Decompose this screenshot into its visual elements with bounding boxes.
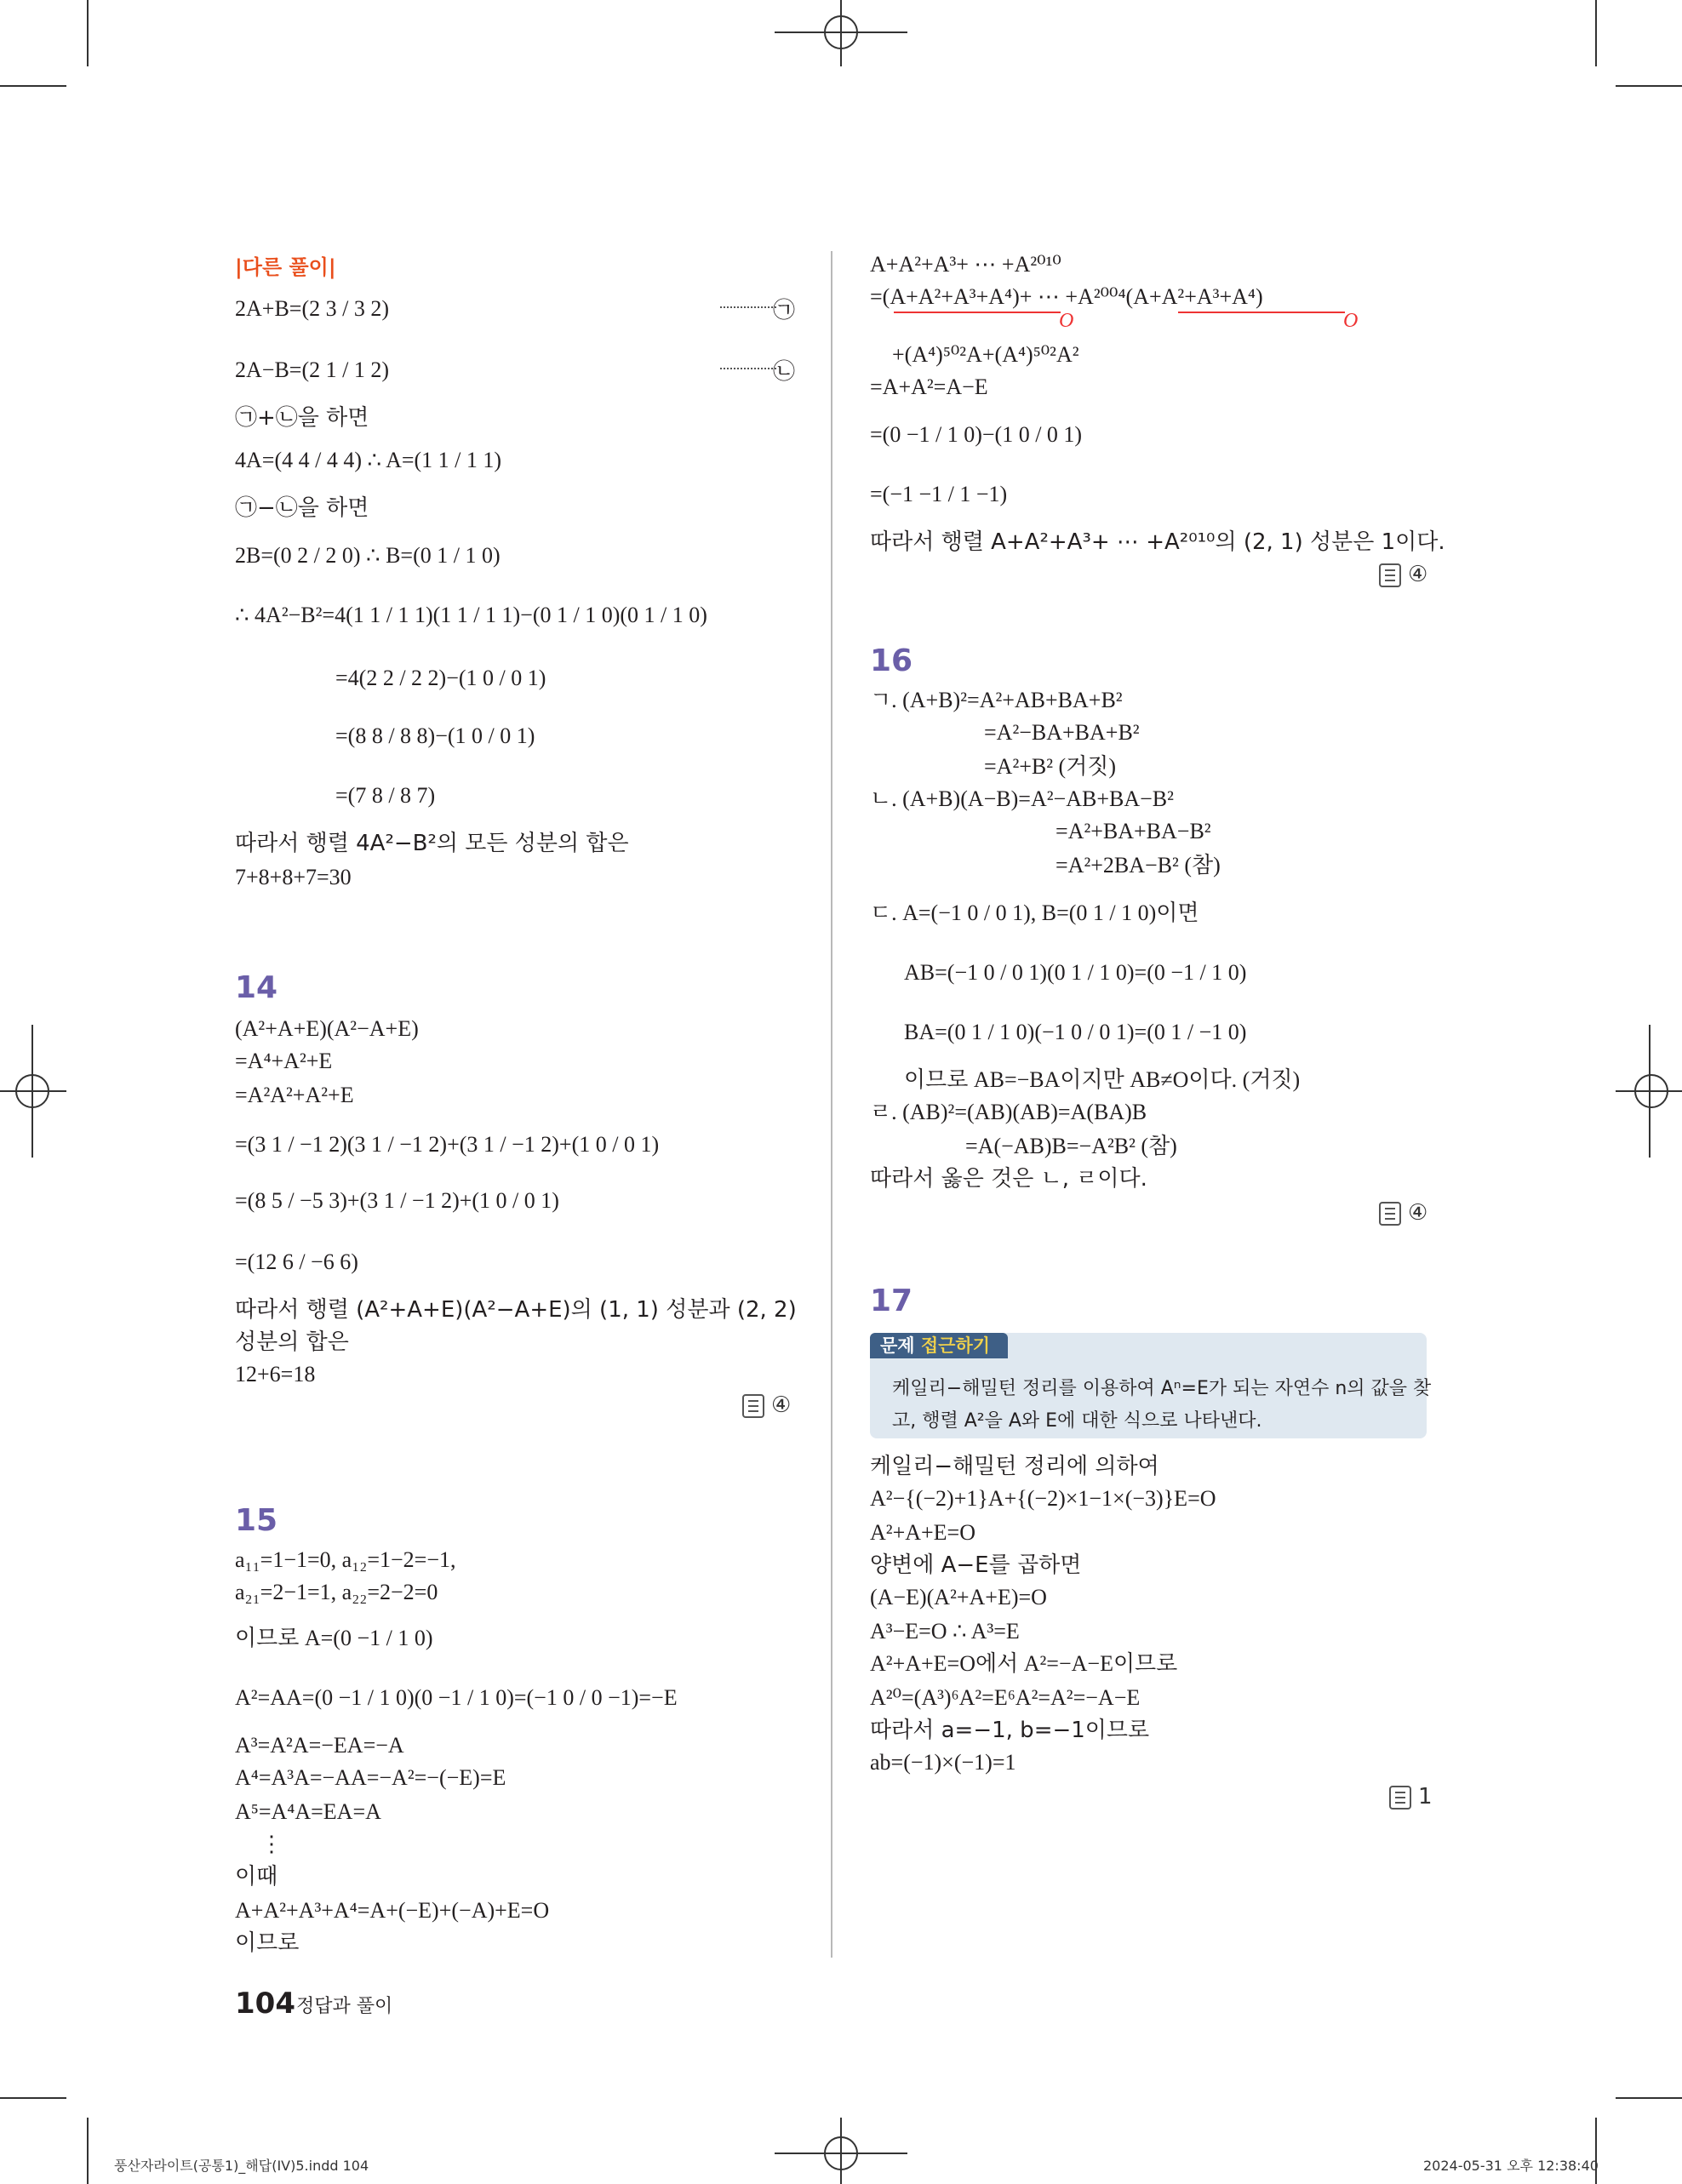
- solution-line: =A²+B² (거짓): [984, 754, 1117, 779]
- alt-line: 2A+B=(2 3 / 3 2): [235, 296, 389, 321]
- solution-line: =(0 −1 / 1 0)−(1 0 / 0 1): [870, 422, 1083, 447]
- answer-icon: [1379, 1202, 1401, 1226]
- grouping-underline: [1178, 312, 1345, 313]
- solution-line: A²⁰=(A³)⁶A²=E⁶A²=A²=−A−E: [870, 1685, 1141, 1710]
- equation-mark: ㉠: [773, 298, 796, 323]
- date-slug: 2024-05-31 오후 12:38:40: [1423, 2158, 1599, 2174]
- approach-tab-label: 문제: [880, 1335, 915, 1356]
- alt-line: =(8 8 / 8 8)−(1 0 / 0 1): [335, 723, 535, 748]
- alt-line: =4(2 2 / 2 2)−(1 0 / 0 1): [335, 666, 546, 690]
- zero-matrix-label: O: [1343, 310, 1359, 332]
- approach-text: 케일리−해밀턴 정리를 이용하여 Aⁿ=E가 되는 자연수 n의 값을 찾: [892, 1378, 1432, 1399]
- registration-line: [31, 1025, 33, 1158]
- problem-number: 15: [235, 1503, 278, 1538]
- answer-mark: [1379, 562, 1427, 587]
- answer-icon: [1389, 1786, 1411, 1810]
- solution-line: A+A²+A³+A⁴=A+(−E)+(−A)+E=O: [235, 1898, 550, 1923]
- alt-line: 2B=(0 2 / 2 0) ∴ B=(0 1 / 1 0): [235, 543, 501, 568]
- solution-line: ㄱ. (A+B)²=A²+AB+BA+B²: [870, 688, 1123, 712]
- solution-line: 케일리−해밀턴 정리에 의하여: [870, 1454, 1159, 1479]
- alt-line: 2A−B=(2 1 / 1 2): [235, 357, 389, 382]
- answer-icon: [742, 1394, 764, 1418]
- solution-line: =(−1 −1 / 1 −1): [870, 482, 1008, 506]
- solution-line: a₁₁=1−1=0, a₁₂=1−2=−1,: [235, 1547, 456, 1572]
- solution-line: A²+A+E=O에서 A²=−A−E이므로: [870, 1651, 1178, 1676]
- solution-line: A+A²+A³+ ⋯ +A²⁰¹⁰: [870, 252, 1061, 277]
- solution-line: a₂₁=2−1=1, a₂₂=2−2=0: [235, 1580, 438, 1604]
- alt-line: 7+8+8+7=30: [235, 865, 352, 889]
- solution-line: A⁴=A³A=−AA=−A²=−(−E)=E: [235, 1765, 506, 1790]
- solution-line: A³−E=O ∴ A³=E: [870, 1619, 1020, 1644]
- solution-line: 따라서 행렬 A+A²+A³+ ⋯ +A²⁰¹⁰의 (2, 1) 성분은 1이다.: [870, 529, 1445, 555]
- solution-line: (A²+A+E)(A²−A+E): [235, 1016, 419, 1041]
- dotted-leader: [720, 368, 776, 369]
- crop-mark: [1595, 0, 1597, 66]
- problem-number: 16: [870, 643, 913, 678]
- solution-line: A²=AA=(0 −1 / 1 0)(0 −1 / 1 0)=(−1 0 / 0 −1)=−E: [235, 1685, 678, 1710]
- solution-line: BA=(0 1 / 1 0)(−1 0 / 0 1)=(0 1 / −1 0): [904, 1020, 1247, 1044]
- solution-line: A²−{(−2)+1}A+{(−2)×1−1×(−3)}E=O: [870, 1486, 1216, 1511]
- solution-line: =(3 1 / −1 2)(3 1 / −1 2)+(3 1 / −1 2)+(1 0 / 0 1): [235, 1132, 660, 1157]
- solution-line: ㄹ. (AB)²=(AB)(AB)=A(BA)B: [870, 1100, 1147, 1124]
- solution-line: ㄷ. A=(−1 0 / 0 1), B=(0 1 / 1 0)이면: [870, 900, 1199, 925]
- solution-line: 따라서 a=−1, b=−1이므로: [870, 1718, 1150, 1743]
- crop-mark: [87, 0, 89, 66]
- solution-line: 양변에 A−E를 곱하면: [870, 1552, 1082, 1578]
- alt-line: ㉠−㉡을 하면: [235, 495, 369, 521]
- problem-number: 14: [235, 970, 278, 1005]
- alt-line: 따라서 행렬 4A²−B²의 모든 성분의 합은: [235, 831, 629, 856]
- solution-line: 이므로: [235, 1930, 300, 1956]
- solution-line: 성분의 합은: [235, 1329, 349, 1355]
- solution-line: ㄴ. (A+B)(A−B)=A²−AB+BA−B²: [870, 786, 1174, 811]
- approach-tab-highlight: 접근하기: [920, 1335, 991, 1356]
- alt-line: 4A=(4 4 / 4 4) ∴ A=(1 1 / 1 1): [235, 448, 502, 472]
- footer-label: 정답과 풀이: [296, 1996, 393, 2017]
- solution-line: 따라서 옳은 것은 ㄴ, ㄹ이다.: [870, 1166, 1147, 1192]
- answer-value: ④: [1408, 562, 1428, 587]
- solution-line: ab=(−1)×(−1)=1: [870, 1750, 1016, 1775]
- solution-line: +(A⁴)⁵⁰²A+(A⁴)⁵⁰²A²: [892, 342, 1079, 367]
- solution-line: =(12 6 / −6 6): [235, 1249, 358, 1274]
- answer-mark: [1379, 1200, 1427, 1226]
- crop-mark: [0, 2097, 66, 2099]
- column-divider: [831, 251, 832, 1958]
- crop-mark: [87, 2118, 89, 2184]
- crop-mark: [1616, 85, 1682, 87]
- solution-line: =A²+2BA−B² (참): [1056, 853, 1221, 878]
- solution-line: =(A+A²+A³+A⁴)+ ⋯ +A²⁰⁰⁴(A+A²+A³+A⁴): [870, 284, 1263, 309]
- alt-solution-tag: |다른 풀이|: [235, 255, 336, 279]
- solution-line: 이때: [235, 1864, 278, 1890]
- zero-matrix-label: O: [1059, 310, 1074, 332]
- solution-line: =A²+BA+BA−B²: [1056, 819, 1211, 843]
- solution-line: 이므로 A=(0 −1 / 1 0): [235, 1626, 433, 1650]
- answer-mark: [742, 1392, 791, 1418]
- equation-mark: ㉡: [773, 359, 796, 385]
- solution-line: 이므로 AB=−BA이지만 AB≠O이다. (거짓): [904, 1067, 1301, 1092]
- solution-line: A²+A+E=O: [870, 1520, 975, 1545]
- answer-value: ④: [1408, 1200, 1428, 1226]
- alt-line: ∴ 4A²−B²=4(1 1 / 1 1)(1 1 / 1 1)−(0 1 / 1 0)(0 1 / 1 0): [235, 603, 707, 627]
- dotted-leader: [720, 306, 776, 308]
- page-number: 104: [235, 1987, 295, 2021]
- answer-icon: [1379, 563, 1401, 587]
- alt-line: ㉠+㉡을 하면: [235, 405, 369, 431]
- solution-line: (A−E)(A²+A+E)=O: [870, 1585, 1047, 1609]
- grouping-underline: [894, 312, 1061, 313]
- registration-line: [1649, 1025, 1651, 1158]
- solution-line: 12+6=18: [235, 1362, 316, 1386]
- solution-line: =A(−AB)B=−A²B² (참): [965, 1134, 1177, 1158]
- alt-line: =(7 8 / 8 7): [335, 783, 436, 808]
- crop-mark: [1616, 2097, 1682, 2099]
- solution-line: =(8 5 / −5 3)+(3 1 / −1 2)+(1 0 / 0 1): [235, 1188, 559, 1213]
- registration-line: [840, 0, 842, 66]
- solution-line: =A²A²+A²+E: [235, 1083, 354, 1107]
- registration-line: [0, 1090, 66, 1092]
- registration-line: [840, 2118, 842, 2184]
- solution-line: A⁵=A⁴A=EA=A: [235, 1799, 381, 1824]
- solution-line: A³=A²A=−EA=−A: [235, 1733, 404, 1758]
- solution-line: ⋮: [260, 1832, 283, 1856]
- file-slug: 풍산자라이트(공통1)_해답(IV)5.indd 104: [114, 2158, 369, 2174]
- answer-value: ④: [771, 1392, 792, 1418]
- answer-mark: [1389, 1784, 1433, 1810]
- crop-mark: [0, 85, 66, 87]
- solution-line: 따라서 행렬 (A²+A+E)(A²−A+E)의 (1, 1) 성분과 (2, 2): [235, 1297, 797, 1323]
- problem-number: 17: [870, 1284, 913, 1318]
- solution-line: =A⁴+A²+E: [235, 1049, 333, 1073]
- solution-line: =A²−BA+BA+B²: [984, 720, 1140, 745]
- answer-value: 1: [1418, 1784, 1433, 1810]
- solution-line: AB=(−1 0 / 0 1)(0 1 / 1 0)=(0 −1 / 1 0): [904, 960, 1247, 985]
- solution-line: =A+A²=A−E: [870, 374, 988, 399]
- approach-text: 고, 행렬 A²을 A와 E에 대한 식으로 나타낸다.: [892, 1410, 1262, 1432]
- approach-tab: [870, 1333, 1008, 1358]
